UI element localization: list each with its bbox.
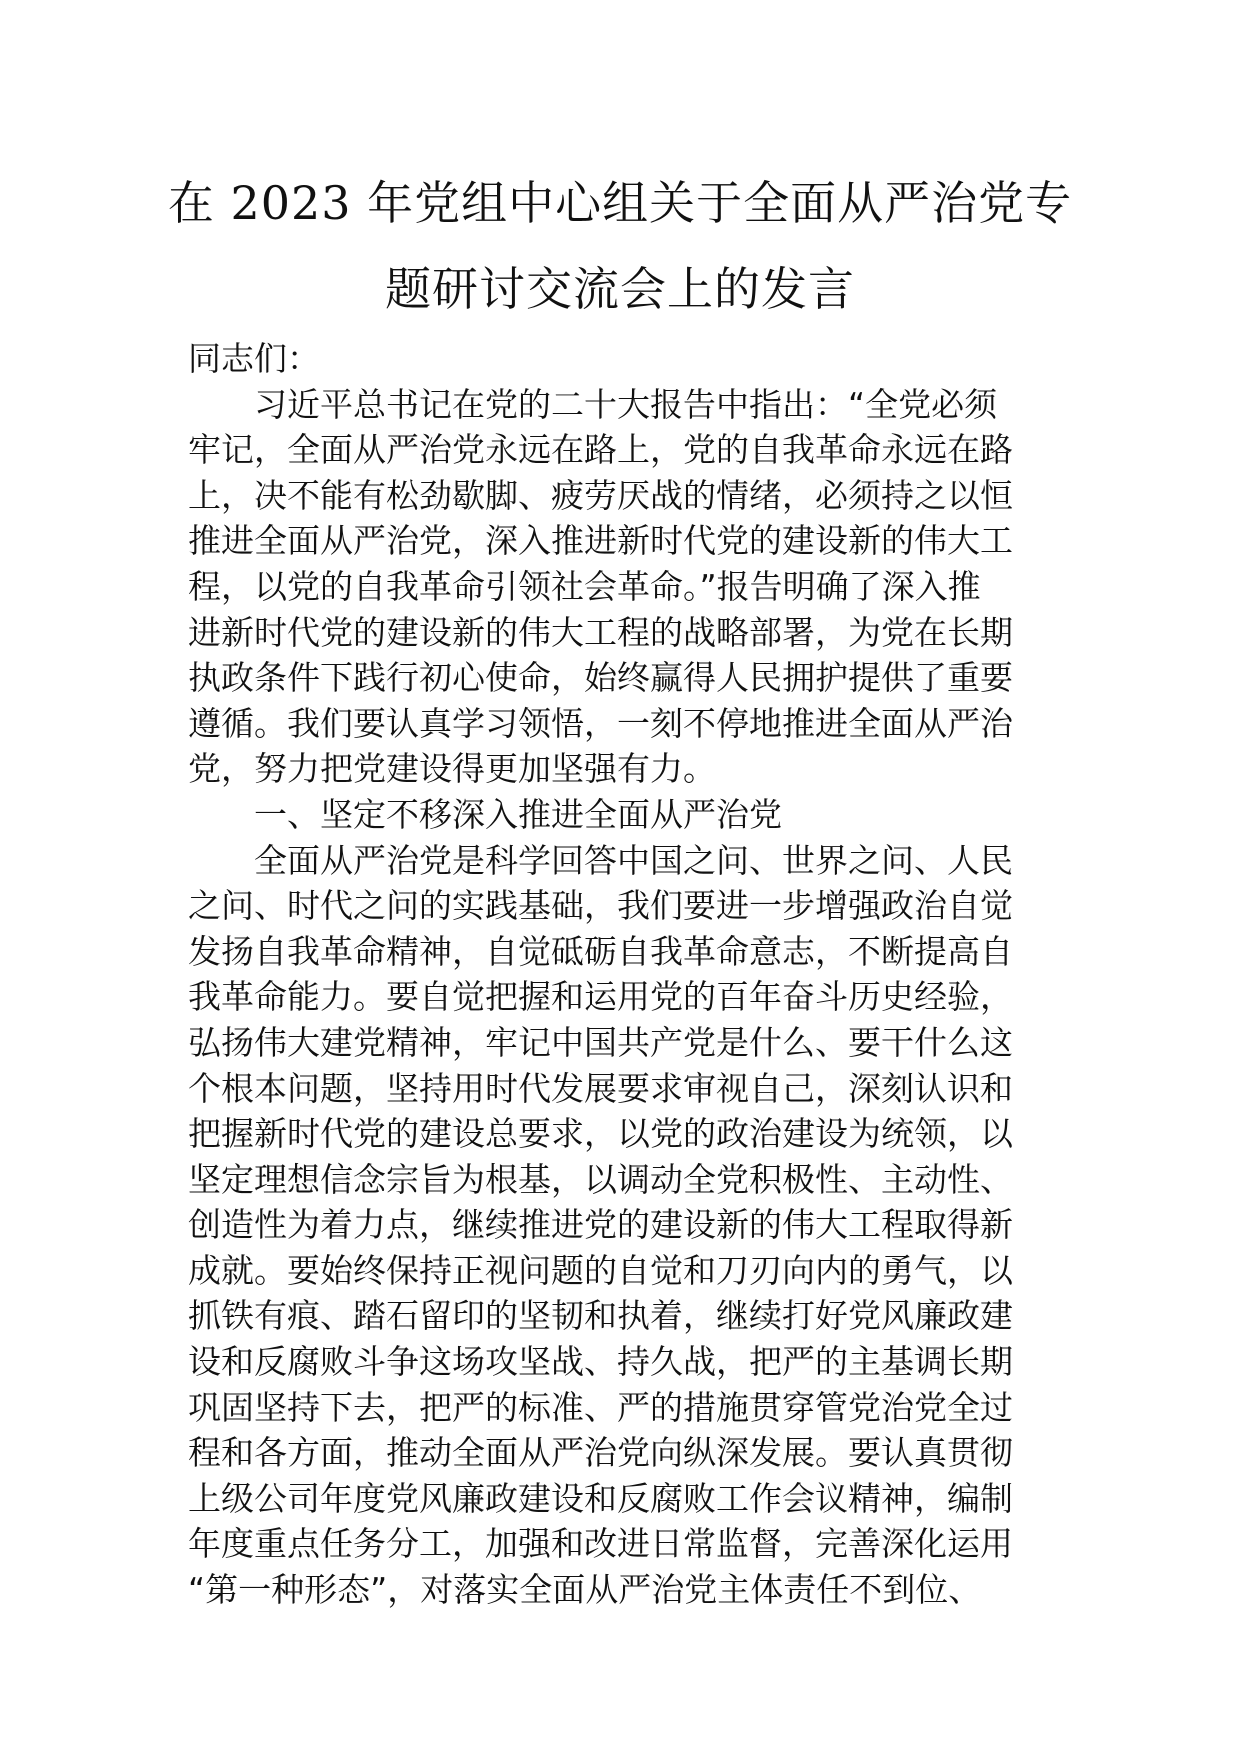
paragraph-line: 个根本问题，坚持用时代发展要求审视自己，深刻认识和 bbox=[188, 1068, 1013, 1108]
paragraph-line: 我革命能力。要自觉把握和运用党的百年奋斗历史经验， bbox=[188, 977, 1013, 1017]
document-title bbox=[150, 160, 1090, 332]
paragraph-line: 年度重点任务分工，加强和改进日常监督，完善深化运用 bbox=[188, 1524, 1013, 1564]
section-heading: 一、坚定不移深入推进全面从严治党 bbox=[254, 794, 782, 834]
title-line: 在 2023 年党组中心组关于全面从严治党专 bbox=[167, 176, 1073, 230]
paragraph-line: 进新时代党的建设新的伟大工程的战略部署，为党在长期 bbox=[188, 612, 1013, 652]
paragraph-line: 之问、时代之问的实践基础，我们要进一步增强政治自觉 bbox=[188, 886, 1013, 926]
paragraph-line: 遵循。我们要认真学习领悟，一刻不停地推进全面从严治 bbox=[188, 703, 1013, 743]
paragraph-line: 习近平总书记在党的二十大报告中指出：“全党必须 bbox=[254, 384, 998, 424]
paragraph-line: 全面从严治党是科学回答中国之问、世界之问、人民 bbox=[254, 840, 1013, 880]
paragraph-line: 程和各方面，推动全面从严治党向纵深发展。要认真贯彻 bbox=[188, 1433, 1013, 1473]
paragraph-1 bbox=[188, 382, 1052, 792]
paragraph-line: 党，努力把党建设得更加坚强有力。 bbox=[188, 749, 716, 789]
salutation: 同志们： bbox=[188, 339, 320, 378]
paragraph-line: 创造性为着力点，继续推进党的建设新的伟大工程取得新 bbox=[188, 1205, 1013, 1245]
paragraph-line: “第一种形态”，对落实全面从严治党主体责任不到位、 bbox=[188, 1570, 982, 1610]
paragraph-line: 推进全面从严治党，深入推进新时代党的建设新的伟大工 bbox=[188, 521, 1013, 561]
document-body bbox=[188, 336, 1052, 1613]
paragraph-2 bbox=[188, 838, 1052, 1613]
paragraph-line: 执政条件下践行初心使命，始终赢得人民拥护提供了重要 bbox=[188, 658, 1013, 698]
paragraph-line: 成就。要始终保持正视问题的自觉和刀刃向内的勇气，以 bbox=[188, 1250, 1013, 1290]
paragraph-line: 把握新时代党的建设总要求，以党的政治建设为统领，以 bbox=[188, 1114, 1013, 1154]
paragraph-line: 上级公司年度党风廉政建设和反腐败工作会议精神，编制 bbox=[188, 1478, 1013, 1518]
paragraph-line: 弘扬伟大建党精神，牢记中国共产党是什么、要干什么这 bbox=[188, 1022, 1013, 1062]
paragraph-line: 牢记，全面从严治党永远在路上，党的自我革命永远在路 bbox=[188, 430, 1013, 470]
paragraph-line: 坚定理想信念宗旨为根基，以调动全党积极性、主动性、 bbox=[188, 1159, 1013, 1199]
title-line: 题研讨交流会上的发言 bbox=[385, 262, 855, 316]
paragraph-line: 抓铁有痕、踏石留印的坚韧和执着，继续打好党风廉政建 bbox=[188, 1296, 1013, 1336]
paragraph-line: 程，以党的自我革命引领社会革命。”报告明确了深入推 bbox=[188, 566, 981, 606]
paragraph-line: 设和反腐败斗争这场攻坚战、持久战，把严的主基调长期 bbox=[188, 1342, 1013, 1382]
paragraph-line: 巩固坚持下去，把严的标准、严的措施贯穿管党治党全过 bbox=[188, 1387, 1013, 1427]
paragraph-line: 发扬自我革命精神，自觉砥砺自我革命意志，不断提高自 bbox=[188, 931, 1013, 971]
paragraph-line: 上，决不能有松劲歇脚、疲劳厌战的情绪，必须持之以恒 bbox=[188, 475, 1013, 515]
